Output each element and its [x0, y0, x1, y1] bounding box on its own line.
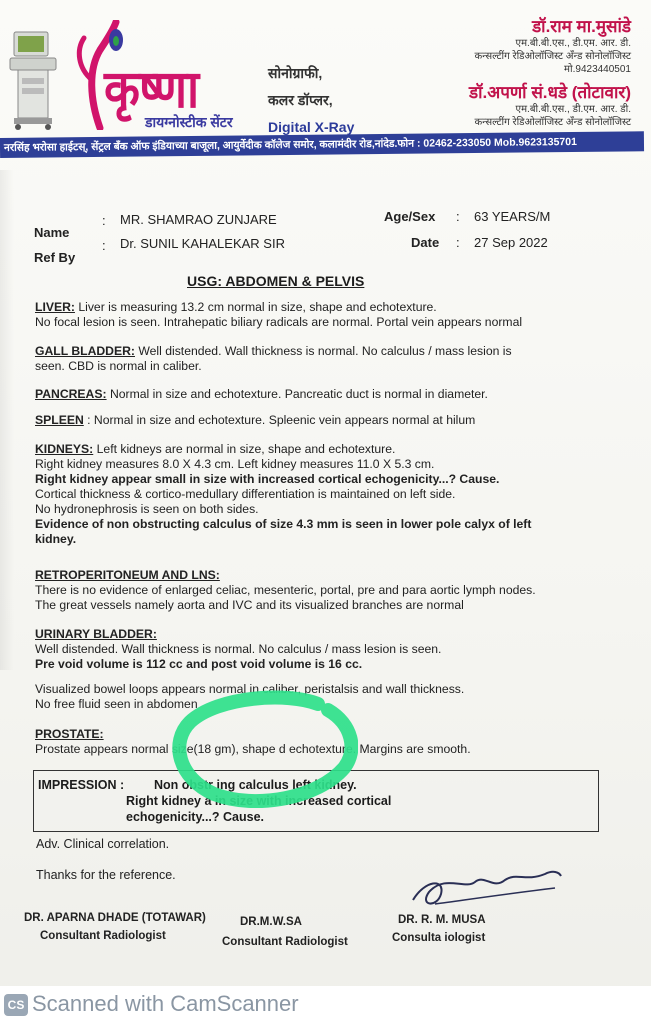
name-colon: : [102, 213, 106, 228]
liver-line: No focal lesion is seen. Intrahepatic biliary radicals are normal. Portal vein appears normal [35, 315, 523, 329]
ref-colon: : [102, 238, 106, 253]
letterhead [0, 0, 651, 170]
section-pancreas [35, 387, 605, 402]
doctor1-name: डॉ.राम मा.मुसांडे [532, 17, 631, 36]
doctor2-role: कन्सल्टींग रेडिओलॉजिस्ट अँन्ड सोनोलॉजिस्ट [474, 117, 631, 128]
impression-line: echogenicity...? Cause. [126, 810, 265, 824]
services-list [268, 60, 372, 141]
kidneys-line: Evidence of non obstructing calculus of size 4.3 mm is seen in lower pole calyx of left [35, 517, 532, 531]
impression-label: IMPRESSION : [38, 778, 125, 792]
liver-line: Liver is measuring 13.2 cm normal in size, shape and echotexture. [74, 300, 437, 314]
urinary-bladder-line: Pre void volume is 112 cc and post void volume is 16 cc. [35, 657, 363, 671]
bowel-line: No free fluid seen in abdomen [35, 697, 198, 711]
service-sonography: सोनोग्राफी, [268, 65, 323, 81]
brand-name: कृष्णा [104, 59, 199, 120]
retroperitoneum-line: The great vessels namely aorta and IVC and its visualized branches are normal [35, 598, 464, 612]
kidneys-line: Right kidney appear small in size with increased cortical echogenicity...? Cause. [35, 472, 500, 486]
report-date: 27 Sep 2022 [474, 235, 548, 250]
age-sex-label: Age/Sex [384, 209, 436, 224]
age-sex-value: 63 YEARS/M [474, 209, 551, 224]
signatory-3-title: Consulta iologist [392, 932, 486, 944]
impression-line: Non obstr ing calculus left kidney. [154, 778, 357, 792]
scanner-watermark [0, 986, 651, 1024]
doctor1-role: कन्सल्टींग रेडिओलॉजिस्ट अँन्ड सोनोलॉजिस्ट [474, 51, 631, 62]
gall-bladder-line: seen. CBD is normal in caliber. [35, 359, 202, 373]
signatory-2-name: DR.M.W.SA [240, 916, 302, 928]
age-colon: : [456, 209, 460, 224]
pancreas-heading: PANCREAS: [35, 387, 107, 401]
spleen-line: : Normal in size and echotexture. Spleenic vein appears normal at hilum [83, 413, 476, 427]
brand-subtitle: डायग्नोस्टीक सेंटर [145, 114, 233, 130]
doctor2-block [469, 80, 631, 129]
section-retroperitoneum [35, 568, 605, 613]
prostate-line: Prostate appears normal size(18 gm), shape d echotexture. Margins are smooth. [35, 742, 471, 756]
referring-doctor: Dr. SUNIL KAHALEKAR SIR [120, 236, 285, 251]
doctor2-name: डॉ.अपर्णा सं.धडे (तोटावार) [469, 83, 631, 102]
impression-line: Right kidney a in size with increased cortical [126, 794, 392, 808]
doctor1-qualification: एम.बी.बी.एस., डी.एम. आर. डी. [515, 38, 631, 49]
thanks-note: Thanks for the reference. [36, 868, 176, 882]
section-kidneys [35, 442, 605, 547]
spleen-heading: SPLEEN [35, 413, 84, 427]
clinical-advice: Adv. Clinical correlation. [36, 837, 170, 851]
scanner-text: Scanned with CamScanner [32, 991, 299, 1016]
gall-bladder-heading: GALL BLADDER: [35, 344, 135, 358]
kidneys-line: No hydronephrosis is seen on both sides. [35, 502, 259, 516]
green-highlight-circle-icon [168, 690, 358, 808]
liver-heading: LIVER: [35, 300, 75, 314]
name-label: Name [34, 225, 70, 240]
signatory-2-title: Consultant Radiologist [222, 936, 348, 948]
ultrasound-machine-icon [8, 28, 66, 132]
service-color-doppler: कलर डॉप्लर, [268, 92, 333, 108]
service-digital-xray: Digital X-Ray [268, 119, 355, 135]
section-urinary-bladder [35, 627, 605, 672]
report-title: USG: ABDOMEN & PELVIS [187, 273, 365, 289]
bowel-line: Visualized bowel loops appears normal in caliber, peristalsis and wall thickness. [35, 682, 465, 696]
retroperitoneum-heading: RETROPERITONEUM AND LNS: [35, 568, 220, 582]
handwritten-signature-icon [405, 860, 565, 920]
doctor1-block [474, 14, 631, 76]
ref-label: Ref By [34, 250, 76, 265]
gall-bladder-line: Well distended. Wall thickness is normal. No calculus / mass lesion is [134, 344, 512, 358]
section-liver [35, 300, 605, 330]
doctor1-mobile: मो.9423440501 [564, 64, 631, 75]
kidneys-line: Right kidney measures 8.0 X 4.3 cm. Left kidney measures 11.0 X 5.3 cm. [35, 457, 435, 471]
patient-name: MR. SHAMRAO ZUNJARE [120, 212, 277, 227]
signatory-1-name: DR. APARNA DHADE (TOTAWAR) [24, 912, 206, 924]
kidneys-line: Cortical thickness & cortico-medullary differentiation is maintained on left side. [35, 487, 456, 501]
section-gall-bladder [35, 344, 605, 374]
pancreas-line: Normal in size and echotexture. Pancreatic duct is normal in diameter. [106, 387, 488, 401]
retroperitoneum-line: There is no evidence of enlarged celiac, mesenteric, portal, pre and para aortic lymph nodes. [35, 583, 536, 597]
kidneys-line: Left kidneys are normal in size, shape and echotexture. [93, 442, 396, 456]
kidneys-line: kidney. [35, 532, 77, 546]
signatory-1-title: Consultant Radiologist [40, 930, 166, 942]
doctor2-qualification: एम.बी.बी.एस., डी.एम. आर. डी. [515, 104, 631, 115]
camscanner-logo-icon: CS [4, 994, 28, 1016]
date-label: Date [411, 235, 440, 250]
page-shadow-strip [0, 170, 14, 670]
urinary-bladder-heading: URINARY BLADDER: [35, 627, 157, 641]
address-band: नरसिंह भरोसा हाईटस्, सेंट्रल बँक ऑफ इंडियाच्या बाजूला, आयुर्वेदीक कॉलेज समोर, कलामंदीर रोड,नांदेड.फोन : 02462-233050 Mob.9623135701 [0, 131, 644, 158]
date-colon: : [456, 235, 460, 250]
section-spleen [35, 413, 605, 428]
urinary-bladder-line: Well distended. Wall thickness is normal. No calculus / mass lesion is seen. [35, 642, 442, 656]
kidneys-heading: KIDNEYS: [35, 442, 94, 456]
prostate-heading: PROSTATE: [35, 727, 104, 741]
signatory-3-name: DR. R. M. MUSA [398, 914, 486, 926]
